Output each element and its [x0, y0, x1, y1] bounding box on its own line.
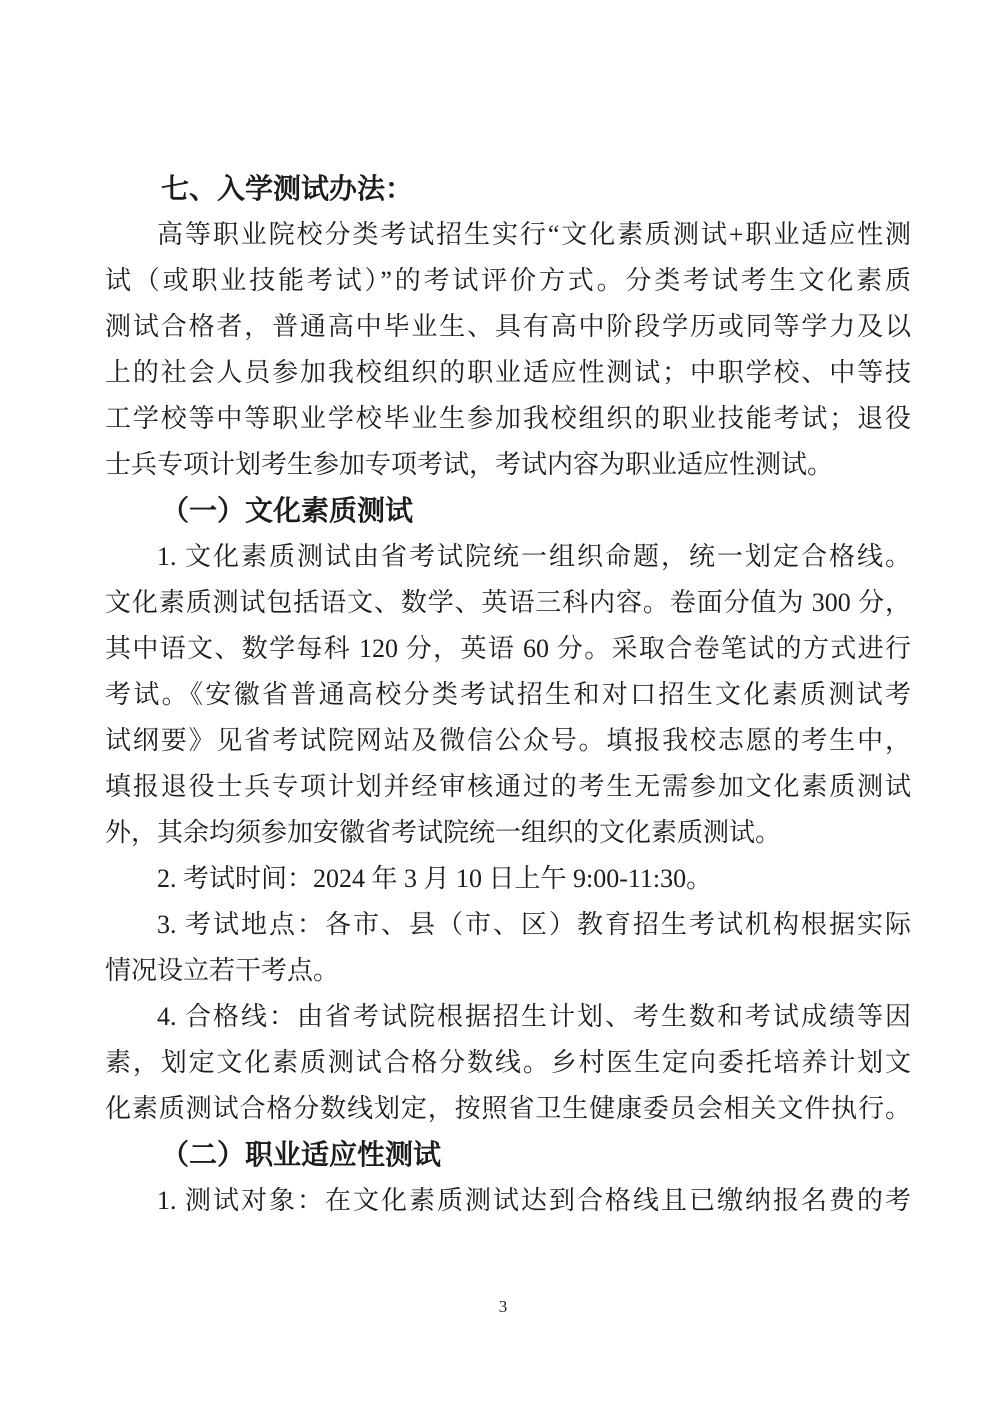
- text-line-exam-place: 3. 考试地点：各市、县（市、区）教育招生考试机构根据实际: [157, 910, 911, 939]
- text-line: 填报退役士兵专项计划并经审核通过的考生无需参加文化素质测试: [105, 772, 911, 801]
- text-line: 其中语文、数学每科 120 分，英语 60 分。采取合卷笔试的方式进行: [105, 634, 911, 663]
- text-line: 文化素质测试包括语文、数学、英语三科内容。卷面分值为 300 分，: [105, 588, 911, 617]
- text-line: 试纲要》见省考试院网站及微信公众号。填报我校志愿的考生中，: [105, 726, 911, 755]
- text-line: 高等职业院校分类考试招生实行“文化素质测试+职业适应性测: [157, 220, 911, 249]
- document-body: [105, 166, 911, 1224]
- text-line: 士兵专项计划考生参加专项考试，考试内容为职业适应性测试。: [105, 450, 834, 479]
- text-line: 1. 测试对象：在文化素质测试达到合格线且已缴纳报名费的考: [157, 1186, 911, 1215]
- text-line: 工学校等中等职业学校毕业生参加我校组织的职业技能考试；退役: [105, 404, 911, 433]
- page-number: 3: [498, 1297, 508, 1316]
- text-line: 测试合格者，普通高中毕业生、具有高中阶段学历或同等学力及以: [105, 312, 911, 341]
- text-line: 素，划定文化素质测试合格分数线。乡村医生定向委托培养计划文: [105, 1048, 911, 1077]
- text-line: 情况设立若干考点。: [105, 956, 340, 985]
- sub-heading-aptitude: （二）职业适应性测试: [161, 1139, 442, 1170]
- sub-heading-culture: （一）文化素质测试: [161, 495, 414, 526]
- text-line: 1. 文化素质测试由省考试院统一组织命题，统一划定合格线。: [157, 542, 911, 571]
- text-line: 上的社会人员参加我校组织的职业适应性测试；中职学校、中等技: [105, 358, 911, 387]
- text-line: 考试。《安徽省普通高校分类考试招生和对口招生文化素质测试考: [105, 680, 911, 709]
- text-line-pass-line: 4. 合格线：由省考试院根据招生计划、考生数和考试成绩等因: [157, 1002, 911, 1031]
- text-line-exam-time: 2. 考试时间：2024 年 3 月 10 日上午 9:00-11:30。: [157, 864, 713, 893]
- text-line: 试（或职业技能考试）”的考试评价方式。分类考试考生文化素质: [105, 266, 911, 295]
- text-line: 外，其余均须参加安徽省考试院统一组织的文化素质测试。: [105, 818, 782, 847]
- text-line: 化素质测试合格分数线划定，按照省卫生健康委员会相关文件执行。: [105, 1094, 911, 1123]
- section-heading: 七、入学测试办法：: [161, 173, 414, 204]
- page-footer: [0, 1295, 1006, 1319]
